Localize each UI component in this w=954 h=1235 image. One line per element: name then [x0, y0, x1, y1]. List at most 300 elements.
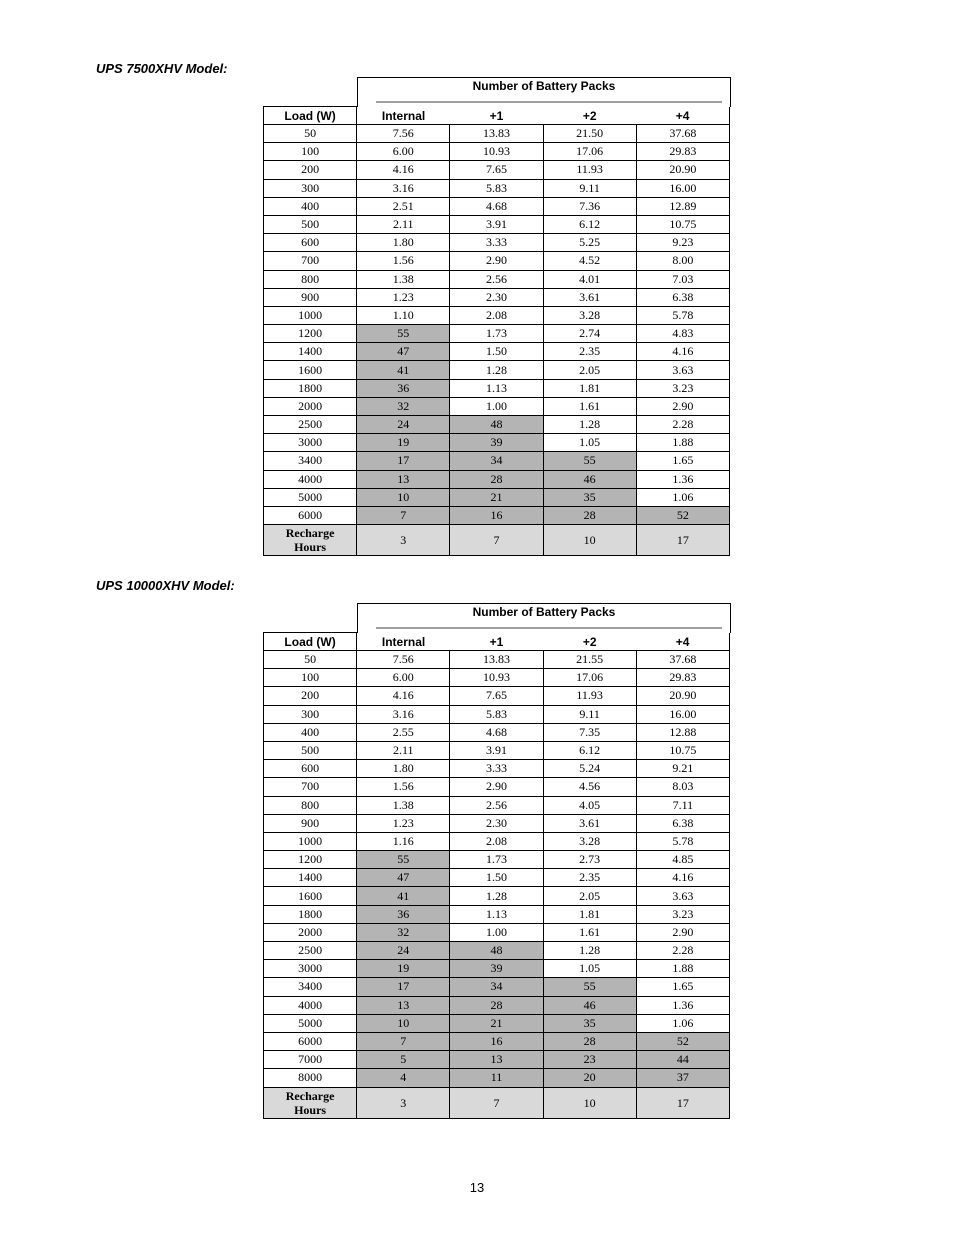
runtime-cell: 1.36	[636, 470, 729, 488]
table-row	[264, 960, 730, 978]
column-header-plus1: +1	[450, 107, 543, 125]
load-cell: 50	[264, 125, 357, 143]
column-header-internal: Internal	[357, 107, 450, 125]
runtime-cell: 17	[357, 978, 450, 996]
runtime-cell: 13.83	[450, 125, 543, 143]
runtime-cell: 46	[543, 470, 636, 488]
load-cell: 5000	[264, 1014, 357, 1032]
runtime-cell: 48	[450, 416, 543, 434]
runtime-cell: 16.00	[636, 179, 729, 197]
runtime-cell: 1.28	[450, 887, 543, 905]
runtime-cell: 17.06	[543, 669, 636, 687]
runtime-cell: 2.90	[450, 252, 543, 270]
table-row	[264, 996, 730, 1014]
column-header-row	[264, 633, 730, 651]
runtime-cell: 2.56	[450, 270, 543, 288]
table-rows	[264, 125, 730, 556]
runtime-cell: 1.73	[450, 325, 543, 343]
load-cell: 1200	[264, 325, 357, 343]
runtime-cell: 4.16	[636, 343, 729, 361]
runtime-cell: 5.83	[450, 179, 543, 197]
column-header-plus4: +4	[636, 633, 729, 651]
runtime-cell: 55	[543, 452, 636, 470]
column-header-row	[264, 107, 730, 125]
runtime-cell: 4.56	[543, 778, 636, 796]
load-cell: 1000	[264, 306, 357, 324]
table-row	[264, 506, 730, 524]
runtime-cell: 34	[450, 452, 543, 470]
runtime-cell: 11	[450, 1069, 543, 1087]
runtime-cell: 1.80	[357, 760, 450, 778]
column-header-plus2: +2	[543, 107, 636, 125]
runtime-cell: 1.13	[450, 379, 543, 397]
load-cell: 3000	[264, 434, 357, 452]
runtime-cell: 4.83	[636, 325, 729, 343]
runtime-cell: 39	[450, 960, 543, 978]
table-row	[264, 705, 730, 723]
load-cell: 800	[264, 270, 357, 288]
column-header-load: Load (W)	[264, 107, 357, 125]
table-row	[264, 869, 730, 887]
load-cell: 1400	[264, 343, 357, 361]
runtime-cell: 55	[357, 325, 450, 343]
runtime-cell: 20.90	[636, 687, 729, 705]
runtime-table-body	[263, 632, 730, 1119]
runtime-cell: 2.05	[543, 361, 636, 379]
runtime-cell: 21	[450, 488, 543, 506]
runtime-cell: 3.61	[543, 288, 636, 306]
recharge-cell: 10	[543, 525, 636, 556]
recharge-cell: 17	[636, 525, 729, 556]
runtime-cell: 24	[357, 942, 450, 960]
table-row	[264, 234, 730, 252]
table-row	[264, 434, 730, 452]
runtime-cell: 1.23	[357, 288, 450, 306]
runtime-cell: 7.03	[636, 270, 729, 288]
table-rows	[264, 651, 730, 1119]
runtime-cell: 9.23	[636, 234, 729, 252]
table-row	[264, 325, 730, 343]
column-header-internal: Internal	[357, 633, 450, 651]
runtime-cell: 6.12	[543, 741, 636, 759]
table-row	[264, 252, 730, 270]
load-cell: 900	[264, 288, 357, 306]
runtime-cell: 2.73	[543, 851, 636, 869]
load-cell: 3400	[264, 452, 357, 470]
runtime-cell: 3.33	[450, 234, 543, 252]
runtime-cell: 16.00	[636, 705, 729, 723]
runtime-cell: 34	[450, 978, 543, 996]
table-row	[264, 887, 730, 905]
runtime-cell: 19	[357, 434, 450, 452]
runtime-cell: 52	[636, 506, 729, 524]
runtime-cell: 41	[357, 361, 450, 379]
table-row	[264, 197, 730, 215]
runtime-cell: 4.01	[543, 270, 636, 288]
runtime-cell: 7	[357, 506, 450, 524]
runtime-cell: 7.65	[450, 161, 543, 179]
runtime-cell: 2.90	[450, 778, 543, 796]
runtime-cell: 41	[357, 887, 450, 905]
table-row	[264, 343, 730, 361]
recharge-label	[264, 525, 357, 556]
column-header-plus2: +2	[543, 633, 636, 651]
runtime-cell: 23	[543, 1051, 636, 1069]
runtime-cell: 1.00	[450, 397, 543, 415]
runtime-cell: 4.68	[450, 723, 543, 741]
runtime-cell: 36	[357, 905, 450, 923]
runtime-cell: 35	[543, 1014, 636, 1032]
runtime-cell: 2.08	[450, 832, 543, 850]
runtime-cell: 47	[357, 869, 450, 887]
runtime-cell: 1.81	[543, 379, 636, 397]
runtime-cell: 20	[543, 1069, 636, 1087]
recharge-label-line1: Recharge	[285, 526, 335, 541]
table-row	[264, 851, 730, 869]
load-cell: 1000	[264, 832, 357, 850]
battery-pack-header-label: Number of Battery Packs	[472, 79, 616, 93]
runtime-cell: 3.91	[450, 215, 543, 233]
load-cell: 4000	[264, 470, 357, 488]
table-row	[264, 741, 730, 759]
table-row	[264, 288, 730, 306]
load-cell: 200	[264, 161, 357, 179]
load-cell: 2000	[264, 397, 357, 415]
runtime-cell: 6.00	[357, 669, 450, 687]
runtime-cell: 2.11	[357, 741, 450, 759]
runtime-cell: 6.38	[636, 814, 729, 832]
runtime-cell: 4.52	[543, 252, 636, 270]
table-row	[264, 978, 730, 996]
runtime-cell: 1.65	[636, 452, 729, 470]
runtime-cell: 3.63	[636, 361, 729, 379]
runtime-cell: 28	[543, 506, 636, 524]
runtime-cell: 55	[543, 978, 636, 996]
runtime-cell: 28	[543, 1032, 636, 1050]
runtime-cell: 1.10	[357, 306, 450, 324]
load-cell: 50	[264, 651, 357, 669]
load-cell: 2500	[264, 416, 357, 434]
runtime-cell: 1.28	[543, 416, 636, 434]
runtime-cell: 46	[543, 996, 636, 1014]
table-row	[264, 306, 730, 324]
battery-pack-header	[357, 603, 731, 633]
model-title-10000xhv: UPS 10000XHV Model:	[96, 578, 235, 593]
load-cell: 6000	[264, 506, 357, 524]
runtime-cell: 10	[357, 488, 450, 506]
battery-pack-header-label: Number of Battery Packs	[472, 605, 616, 619]
runtime-cell: 6.00	[357, 143, 450, 161]
table-row	[264, 687, 730, 705]
runtime-cell: 4	[357, 1069, 450, 1087]
runtime-cell: 1.50	[450, 343, 543, 361]
table-row	[264, 125, 730, 143]
runtime-cell: 2.11	[357, 215, 450, 233]
table-row	[264, 161, 730, 179]
runtime-cell: 1.50	[450, 869, 543, 887]
recharge-cell: 10	[543, 1087, 636, 1118]
runtime-cell: 32	[357, 923, 450, 941]
runtime-cell: 19	[357, 960, 450, 978]
recharge-label	[264, 1087, 357, 1118]
load-cell: 700	[264, 778, 357, 796]
load-cell: 1800	[264, 379, 357, 397]
runtime-cell: 10.75	[636, 215, 729, 233]
runtime-cell: 3.33	[450, 760, 543, 778]
runtime-cell: 7.65	[450, 687, 543, 705]
runtime-cell: 1.61	[543, 397, 636, 415]
runtime-cell: 1.38	[357, 796, 450, 814]
runtime-cell: 7.56	[357, 651, 450, 669]
runtime-table-body	[263, 106, 730, 556]
load-cell: 600	[264, 234, 357, 252]
load-cell: 3000	[264, 960, 357, 978]
table-row	[264, 796, 730, 814]
table-row	[264, 1051, 730, 1069]
runtime-cell: 21	[450, 1014, 543, 1032]
runtime-cell: 2.74	[543, 325, 636, 343]
runtime-cell: 1.05	[543, 434, 636, 452]
runtime-cell: 5.24	[543, 760, 636, 778]
runtime-cell: 3.61	[543, 814, 636, 832]
runtime-cell: 16	[450, 506, 543, 524]
load-cell: 1600	[264, 361, 357, 379]
table-row	[264, 832, 730, 850]
runtime-cell: 52	[636, 1032, 729, 1050]
table-row	[264, 651, 730, 669]
runtime-cell: 8.00	[636, 252, 729, 270]
runtime-cell: 1.56	[357, 252, 450, 270]
runtime-cell: 12.89	[636, 197, 729, 215]
runtime-cell: 21.50	[543, 125, 636, 143]
table-row	[264, 270, 730, 288]
runtime-cell: 7.11	[636, 796, 729, 814]
recharge-label-line2: Hours	[294, 540, 327, 555]
recharge-cell: 17	[636, 1087, 729, 1118]
runtime-cell: 1.36	[636, 996, 729, 1014]
load-cell: 1200	[264, 851, 357, 869]
runtime-cell: 1.81	[543, 905, 636, 923]
runtime-cell: 2.08	[450, 306, 543, 324]
runtime-cell: 1.28	[543, 942, 636, 960]
runtime-cell: 11.93	[543, 161, 636, 179]
runtime-cell: 44	[636, 1051, 729, 1069]
runtime-cell: 5.25	[543, 234, 636, 252]
table-row	[264, 397, 730, 415]
runtime-cell: 10	[357, 1014, 450, 1032]
runtime-cell: 9.11	[543, 705, 636, 723]
runtime-cell: 10.75	[636, 741, 729, 759]
recharge-label-line2: Hours	[294, 1102, 327, 1117]
runtime-cell: 4.85	[636, 851, 729, 869]
runtime-cell: 5.78	[636, 306, 729, 324]
load-cell: 500	[264, 741, 357, 759]
runtime-cell: 7.56	[357, 125, 450, 143]
table-row	[264, 942, 730, 960]
runtime-cell: 7.35	[543, 723, 636, 741]
table-row	[264, 1032, 730, 1050]
runtime-cell: 3.23	[636, 379, 729, 397]
recharge-row	[264, 1087, 730, 1118]
runtime-cell: 5	[357, 1051, 450, 1069]
load-cell: 700	[264, 252, 357, 270]
runtime-cell: 16	[450, 1032, 543, 1050]
runtime-cell: 1.65	[636, 978, 729, 996]
runtime-cell: 39	[450, 434, 543, 452]
table-row	[264, 905, 730, 923]
load-cell: 100	[264, 669, 357, 687]
runtime-cell: 5.83	[450, 705, 543, 723]
runtime-cell: 1.23	[357, 814, 450, 832]
runtime-cell: 10.93	[450, 669, 543, 687]
table-row	[264, 923, 730, 941]
recharge-cell: 7	[450, 1087, 543, 1118]
load-cell: 400	[264, 197, 357, 215]
runtime-cell: 1.61	[543, 923, 636, 941]
runtime-cell: 37.68	[636, 125, 729, 143]
runtime-cell: 1.28	[450, 361, 543, 379]
runtime-cell: 4.05	[543, 796, 636, 814]
runtime-cell: 10.93	[450, 143, 543, 161]
runtime-cell: 1.06	[636, 488, 729, 506]
table-row	[264, 778, 730, 796]
load-cell: 600	[264, 760, 357, 778]
recharge-cell: 3	[357, 525, 450, 556]
runtime-cell: 2.55	[357, 723, 450, 741]
table-row	[264, 179, 730, 197]
runtime-cell: 28	[450, 470, 543, 488]
runtime-cell: 1.88	[636, 960, 729, 978]
load-cell: 100	[264, 143, 357, 161]
runtime-cell: 9.21	[636, 760, 729, 778]
runtime-cell: 17	[357, 452, 450, 470]
runtime-cell: 29.83	[636, 143, 729, 161]
runtime-cell: 3.28	[543, 832, 636, 850]
load-cell: 4000	[264, 996, 357, 1014]
load-cell: 3400	[264, 978, 357, 996]
runtime-cell: 37	[636, 1069, 729, 1087]
runtime-cell: 3.16	[357, 179, 450, 197]
load-cell: 5000	[264, 488, 357, 506]
table-row	[264, 470, 730, 488]
runtime-cell: 1.06	[636, 1014, 729, 1032]
runtime-cell: 1.73	[450, 851, 543, 869]
runtime-cell: 2.90	[636, 397, 729, 415]
runtime-cell: 1.05	[543, 960, 636, 978]
runtime-cell: 4.16	[636, 869, 729, 887]
load-cell: 2500	[264, 942, 357, 960]
recharge-cell: 7	[450, 525, 543, 556]
load-cell: 6000	[264, 1032, 357, 1050]
table-row	[264, 723, 730, 741]
runtime-cell: 2.90	[636, 923, 729, 941]
runtime-cell: 28	[450, 996, 543, 1014]
runtime-cell: 20.90	[636, 161, 729, 179]
runtime-cell: 1.16	[357, 832, 450, 850]
runtime-cell: 21.55	[543, 651, 636, 669]
runtime-cell: 9.11	[543, 179, 636, 197]
runtime-cell: 37.68	[636, 651, 729, 669]
runtime-cell: 6.12	[543, 215, 636, 233]
runtime-cell: 2.28	[636, 942, 729, 960]
load-cell: 1600	[264, 887, 357, 905]
runtime-cell: 48	[450, 942, 543, 960]
runtime-cell: 47	[357, 343, 450, 361]
runtime-cell: 2.35	[543, 343, 636, 361]
recharge-cell: 3	[357, 1087, 450, 1118]
runtime-cell: 2.05	[543, 887, 636, 905]
runtime-cell: 3.23	[636, 905, 729, 923]
runtime-cell: 35	[543, 488, 636, 506]
table-row	[264, 143, 730, 161]
table-row	[264, 361, 730, 379]
battery-pack-header	[357, 77, 731, 107]
load-cell: 500	[264, 215, 357, 233]
table-row	[264, 488, 730, 506]
model-title-7500xhv: UPS 7500XHV Model:	[96, 61, 228, 76]
table-row	[264, 379, 730, 397]
runtime-cell: 11.93	[543, 687, 636, 705]
column-header-plus4: +4	[636, 107, 729, 125]
load-cell: 7000	[264, 1051, 357, 1069]
header-divider	[376, 627, 722, 629]
load-cell: 8000	[264, 1069, 357, 1087]
runtime-cell: 2.30	[450, 288, 543, 306]
runtime-cell: 8.03	[636, 778, 729, 796]
runtime-cell: 1.13	[450, 905, 543, 923]
load-cell: 400	[264, 723, 357, 741]
runtime-cell: 13	[357, 470, 450, 488]
runtime-cell: 3.16	[357, 705, 450, 723]
runtime-cell: 12.88	[636, 723, 729, 741]
load-cell: 1400	[264, 869, 357, 887]
runtime-cell: 7	[357, 1032, 450, 1050]
table-row	[264, 1014, 730, 1032]
runtime-cell: 2.30	[450, 814, 543, 832]
runtime-cell: 32	[357, 397, 450, 415]
runtime-cell: 1.56	[357, 778, 450, 796]
runtime-cell: 55	[357, 851, 450, 869]
runtime-cell: 2.56	[450, 796, 543, 814]
table-row	[264, 416, 730, 434]
runtime-cell: 29.83	[636, 669, 729, 687]
page-number: 13	[469, 1180, 485, 1195]
load-cell: 300	[264, 179, 357, 197]
runtime-cell: 1.38	[357, 270, 450, 288]
runtime-cell: 2.35	[543, 869, 636, 887]
runtime-cell: 13	[450, 1051, 543, 1069]
runtime-cell: 1.00	[450, 923, 543, 941]
runtime-cell: 17.06	[543, 143, 636, 161]
runtime-cell: 13	[357, 996, 450, 1014]
load-cell: 1800	[264, 905, 357, 923]
runtime-cell: 4.68	[450, 197, 543, 215]
table-row	[264, 814, 730, 832]
runtime-cell: 2.28	[636, 416, 729, 434]
header-divider	[376, 101, 722, 103]
runtime-cell: 5.78	[636, 832, 729, 850]
table-row	[264, 215, 730, 233]
column-header-load: Load (W)	[264, 633, 357, 651]
table-row	[264, 452, 730, 470]
column-header-plus1: +1	[450, 633, 543, 651]
table-row	[264, 669, 730, 687]
runtime-cell: 3.28	[543, 306, 636, 324]
load-cell: 200	[264, 687, 357, 705]
runtime-cell: 1.80	[357, 234, 450, 252]
runtime-cell: 4.16	[357, 161, 450, 179]
runtime-cell: 3.91	[450, 741, 543, 759]
